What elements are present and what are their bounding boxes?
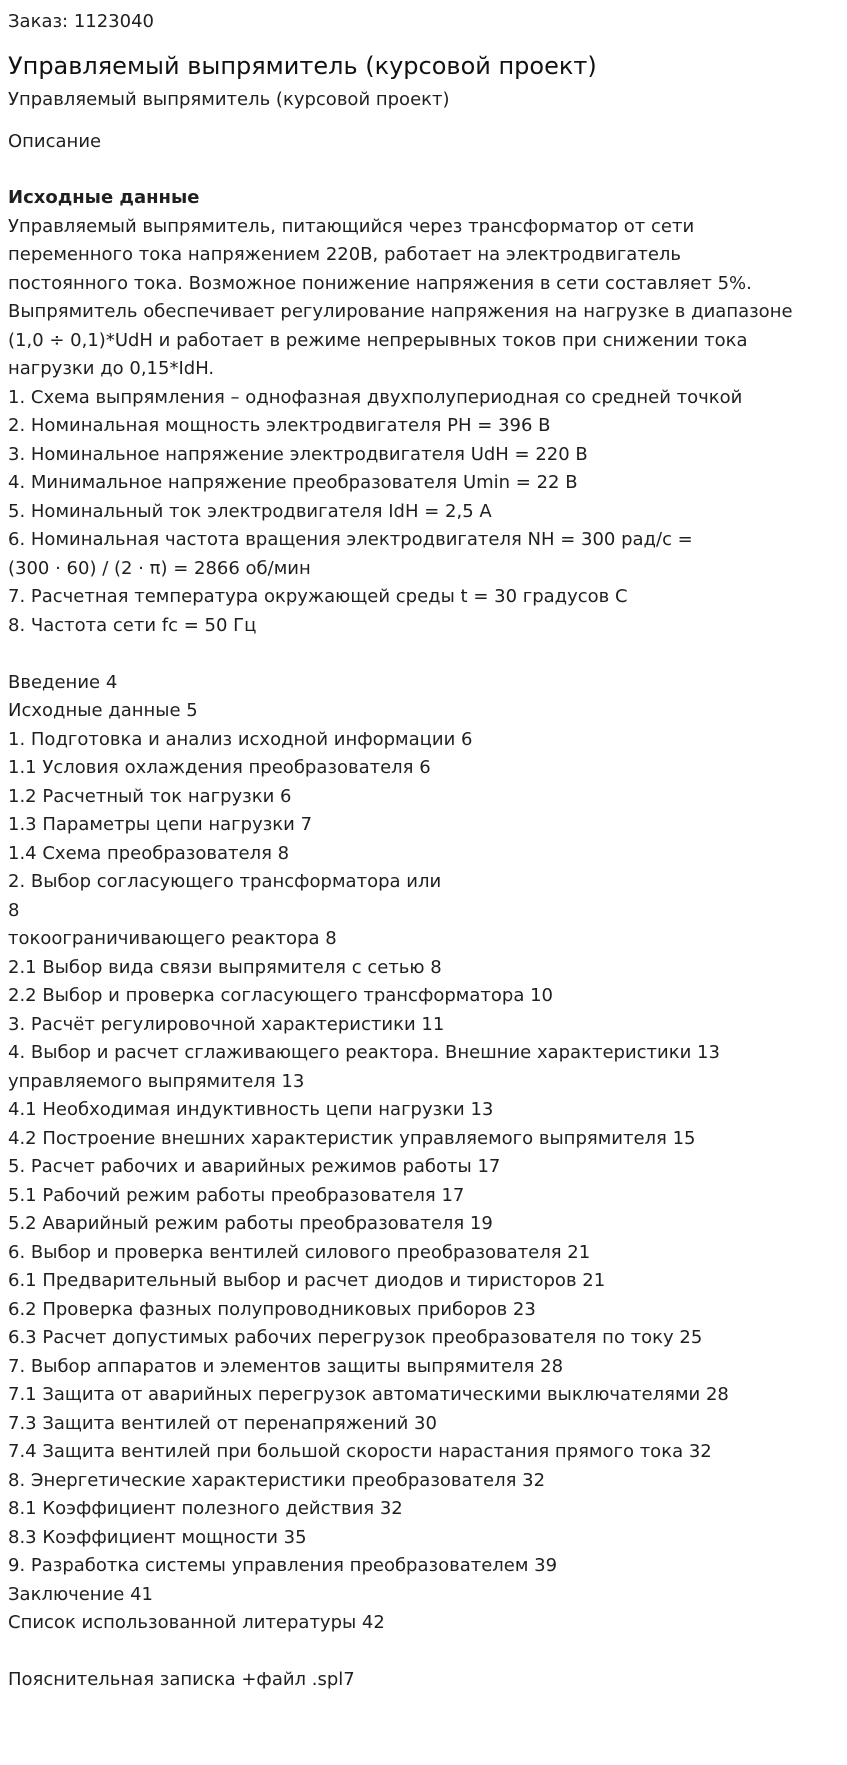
toc-line: 7.1 Защита от аварийных перегрузок автоматическими выключателями 28 bbox=[8, 1384, 729, 1405]
spacer bbox=[8, 640, 839, 669]
page-subtitle: Управляемый выпрямитель (курсовой проект) bbox=[8, 89, 450, 110]
toc-line: токоограничивающего реактора 8 bbox=[8, 928, 337, 949]
toc-line: 1.1 Условия охлаждения преобразователя 6 bbox=[8, 757, 431, 778]
toc-line: 8.3 Коэффициент мощности 35 bbox=[8, 1526, 307, 1548]
spacer bbox=[8, 1638, 839, 1667]
toc-line: 6.1 Предварительный выбор и расчет диодов и тиристоров 21 bbox=[8, 1270, 606, 1291]
source-data-line: 4. Минимальное напряжение преобразователя Umin = 22 В bbox=[8, 472, 578, 493]
toc-line: 4.1 Необходимая индуктивность цепи нагрузки 13 bbox=[8, 1099, 494, 1120]
toc-line: управляемого выпрямителя 13 bbox=[8, 1070, 305, 1092]
toc-line: 6.3 Расчет допустимых рабочих перегрузок преобразователя по току 25 bbox=[8, 1327, 703, 1348]
source-data-line: 1. Схема выпрямления – однофазная двухполупериодная со средней точкой bbox=[8, 386, 743, 408]
toc-line: 3. Расчёт регулировочной характеристики 11 bbox=[8, 1013, 445, 1035]
source-data-line: 2. Номинальная мощность электродвигателя PH = 396 В bbox=[8, 415, 551, 436]
source-data-line: (1,0 ÷ 0,1)*UdH и работает в режиме непрерывных токов при снижении тока bbox=[8, 329, 748, 351]
toc-line: 8. Энергетические характеристики преобразователя 32 bbox=[8, 1469, 546, 1491]
source-data-line: переменного тока напряжением 220В, работает на электродвигатель bbox=[8, 244, 682, 265]
toc-line: 8 bbox=[8, 899, 20, 921]
source-data-line: 7. Расчетная температура окружающей среды t = 30 градусов С bbox=[8, 586, 628, 607]
footer-note: Пояснительная записка +файл .spl7 bbox=[8, 1669, 355, 1690]
toc-line: 1.4 Схема преобразователя 8 bbox=[8, 842, 290, 864]
source-data-line: нагрузки до 0,15*IdH. bbox=[8, 358, 215, 379]
source-data-heading: Исходные данные bbox=[8, 187, 200, 208]
toc-line: Заключение 41 bbox=[8, 1583, 153, 1605]
toc-line: 7.3 Защита вентилей от перенапряжений 30 bbox=[8, 1412, 437, 1434]
toc-line: 1.3 Параметры цепи нагрузки 7 bbox=[8, 814, 313, 835]
toc-line: 7. Выбор аппаратов и элементов защиты выпрямителя 28 bbox=[8, 1355, 564, 1377]
source-data-line: постоянного тока. Возможное понижение напряжения в сети составляет 5%. bbox=[8, 272, 752, 294]
toc-line: 2. Выбор согласующего трансформатора или bbox=[8, 871, 442, 892]
source-data-line: 8. Частота сети fc = 50 Гц bbox=[8, 614, 257, 636]
toc-line: 5.1 Рабочий режим работы преобразователя 17 bbox=[8, 1184, 465, 1206]
table-of-contents bbox=[8, 669, 839, 1638]
toc-line: 2.1 Выбор вида связи выпрямителя с сетью 8 bbox=[8, 956, 442, 978]
source-data-line: 5. Номинальный ток электродвигателя IdH = 2,5 А bbox=[8, 500, 492, 522]
toc-line: 6.2 Проверка фазных полупроводниковых приборов 23 bbox=[8, 1298, 536, 1320]
page-title: Управляемый выпрямитель (курсовой проект) bbox=[8, 52, 597, 80]
source-data-block bbox=[8, 213, 839, 641]
toc-line: 5.2 Аварийный режим работы преобразователя 19 bbox=[8, 1213, 493, 1234]
source-data-line: (300 · 60) / (2 · π) = 2866 об/мин bbox=[8, 557, 311, 579]
toc-line: Список использованной литературы 42 bbox=[8, 1612, 385, 1633]
toc-line: 2.2 Выбор и проверка согласующего трансформатора 10 bbox=[8, 985, 553, 1006]
toc-line: 6. Выбор и проверка вентилей силового преобразователя 21 bbox=[8, 1241, 591, 1263]
toc-line: 4.2 Построение внешних характеристик управляемого выпрямителя 15 bbox=[8, 1127, 696, 1149]
source-data-line: 6. Номинальная частота вращения электродвигателя NH = 300 рад/с = bbox=[8, 529, 693, 550]
source-data-line: Управляемый выпрямитель, питающийся через трансформатор от сети bbox=[8, 215, 695, 237]
toc-line: 7.4 Защита вентилей при большой скорости нарастания прямого тока 32 bbox=[8, 1441, 712, 1462]
toc-line: 1.2 Расчетный ток нагрузки 6 bbox=[8, 785, 292, 807]
source-data-line: 3. Номинальное напряжение электродвигателя UdH = 220 В bbox=[8, 443, 588, 465]
toc-line: 9. Разработка системы управления преобразователем 39 bbox=[8, 1555, 558, 1576]
toc-line: Исходные данные 5 bbox=[8, 700, 198, 721]
toc-line: 8.1 Коэффициент полезного действия 32 bbox=[8, 1498, 403, 1519]
source-data-line: Выпрямитель обеспечивает регулирование напряжения на нагрузке в диапазоне bbox=[8, 301, 793, 322]
description-label: Описание bbox=[8, 131, 102, 152]
toc-line: 4. Выбор и расчет сглаживающего реактора. Внешние характеристики 13 bbox=[8, 1042, 720, 1063]
order-number: Заказ: 1123040 bbox=[8, 11, 154, 32]
toc-line: Введение 4 bbox=[8, 671, 118, 693]
toc-line: 1. Подготовка и анализ исходной информации 6 bbox=[8, 728, 473, 750]
toc-line: 5. Расчет рабочих и аварийных режимов работы 17 bbox=[8, 1156, 501, 1177]
